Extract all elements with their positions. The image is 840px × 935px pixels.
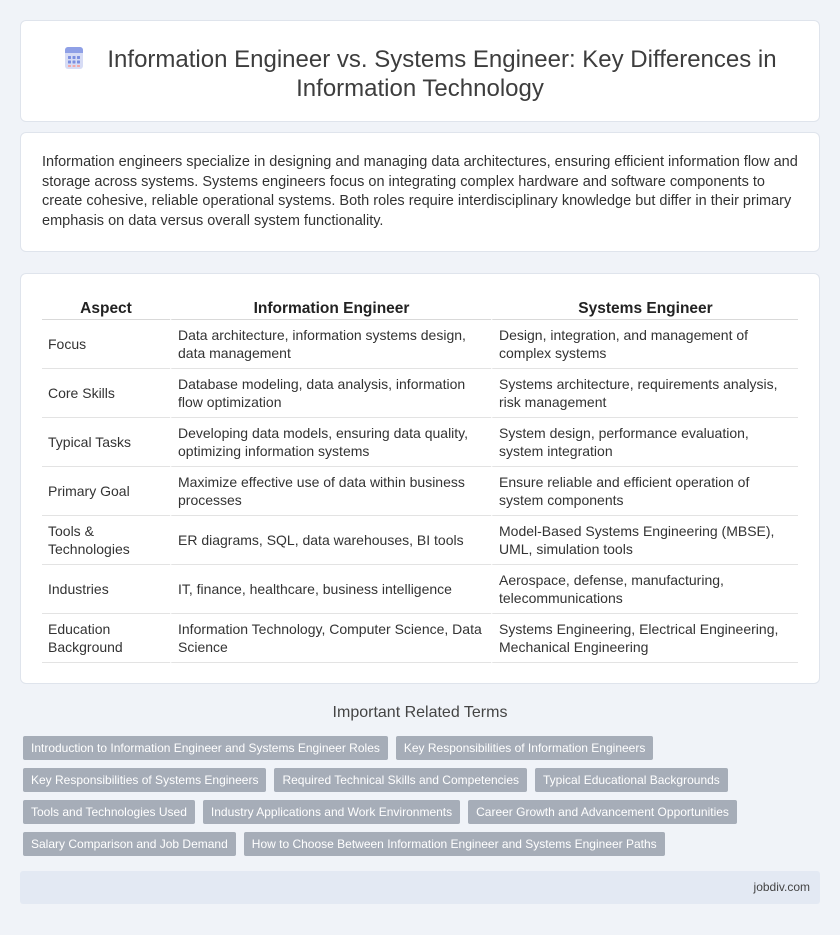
- related-term-tag[interactable]: How to Choose Between Information Engineer and Systems Engineer Paths: [244, 832, 665, 856]
- related-terms-list: [23, 736, 743, 864]
- related-term-tag[interactable]: Introduction to Information Engineer and Systems Engineer Roles: [23, 736, 388, 760]
- related-term-tag[interactable]: Key Responsibilities of Systems Engineers: [23, 768, 266, 792]
- row-systems-engineer: System design, performance evaluation, system integration: [491, 418, 798, 467]
- row-systems-engineer: Systems architecture, requirements analysis, risk management: [491, 369, 798, 418]
- row-information-engineer: Information Technology, Computer Science, Data Science: [170, 614, 491, 663]
- footer-bar: [20, 871, 820, 904]
- related-terms-title: Important Related Terms: [332, 704, 508, 721]
- row-systems-engineer: Design, integration, and management of complex systems: [491, 320, 798, 369]
- intro-paragraph: Information engineers specialize in designing and managing data architectures, ensuring efficient information flow and storage across systems. Systems engineers focus on integrating complex hardware and software components to create cohesive, reliable operational systems. Both roles require interdisciplinary knowledge but differ in their primary emphasis on data versus overall system functionality.: [42, 154, 798, 229]
- related-term-tag[interactable]: Industry Applications and Work Environments: [203, 800, 460, 824]
- row-aspect: Focus: [42, 320, 170, 369]
- column-header-information-engineer: Information Engineer: [170, 296, 491, 320]
- comparison-card: [20, 273, 820, 684]
- row-aspect: Tools & Technologies: [42, 516, 170, 565]
- related-term-tag[interactable]: Key Responsibilities of Information Engineers: [396, 736, 653, 760]
- row-systems-engineer: Model-Based Systems Engineering (MBSE), UML, simulation tools: [491, 516, 798, 565]
- related-term-tag[interactable]: Tools and Technologies Used: [23, 800, 195, 824]
- page-title-wrap: [21, 45, 819, 103]
- row-systems-engineer: Ensure reliable and efficient operation of system components: [491, 467, 798, 516]
- related-term-tag[interactable]: Required Technical Skills and Competencies: [274, 768, 527, 792]
- column-header-systems-engineer: Systems Engineer: [491, 296, 798, 320]
- row-information-engineer: ER diagrams, SQL, data warehouses, BI tools: [170, 516, 491, 565]
- column-header-aspect: Aspect: [42, 296, 170, 320]
- row-systems-engineer: Aerospace, defense, manufacturing, telecommunications: [491, 565, 798, 614]
- table-row: [42, 418, 798, 467]
- row-information-engineer: Maximize effective use of data within business processes: [170, 467, 491, 516]
- related-term-tag[interactable]: Salary Comparison and Job Demand: [23, 832, 236, 856]
- related-term-tag[interactable]: Typical Educational Backgrounds: [535, 768, 728, 792]
- row-information-engineer: Data architecture, information systems design, data management: [170, 320, 491, 369]
- intro-card: [20, 132, 820, 252]
- table-row: [42, 467, 798, 516]
- table-row: [42, 516, 798, 565]
- table-row: [42, 369, 798, 418]
- comparison-table: [42, 296, 798, 663]
- row-aspect: Typical Tasks: [42, 418, 170, 467]
- table-row: [42, 565, 798, 614]
- row-systems-engineer: Systems Engineering, Electrical Engineering, Mechanical Engineering: [491, 614, 798, 663]
- row-aspect: Core Skills: [42, 369, 170, 418]
- header-card: [20, 20, 820, 122]
- row-information-engineer: IT, finance, healthcare, business intelligence: [170, 565, 491, 614]
- calculator-grid-icon: [63, 46, 85, 70]
- related-term-tag[interactable]: Career Growth and Advancement Opportunities: [468, 800, 737, 824]
- page-title: Information Engineer vs. Systems Engineer: Key Differences in Information Technology: [107, 46, 777, 102]
- row-information-engineer: Developing data models, ensuring data quality, optimizing information systems: [170, 418, 491, 467]
- row-aspect: Industries: [42, 565, 170, 614]
- table-header-row: [42, 296, 798, 320]
- row-information-engineer: Database modeling, data analysis, information flow optimization: [170, 369, 491, 418]
- row-aspect: Education Background: [42, 614, 170, 663]
- table-row: [42, 614, 798, 663]
- footer-site-link[interactable]: jobdiv.com: [753, 880, 810, 894]
- row-aspect: Primary Goal: [42, 467, 170, 516]
- table-row: [42, 320, 798, 369]
